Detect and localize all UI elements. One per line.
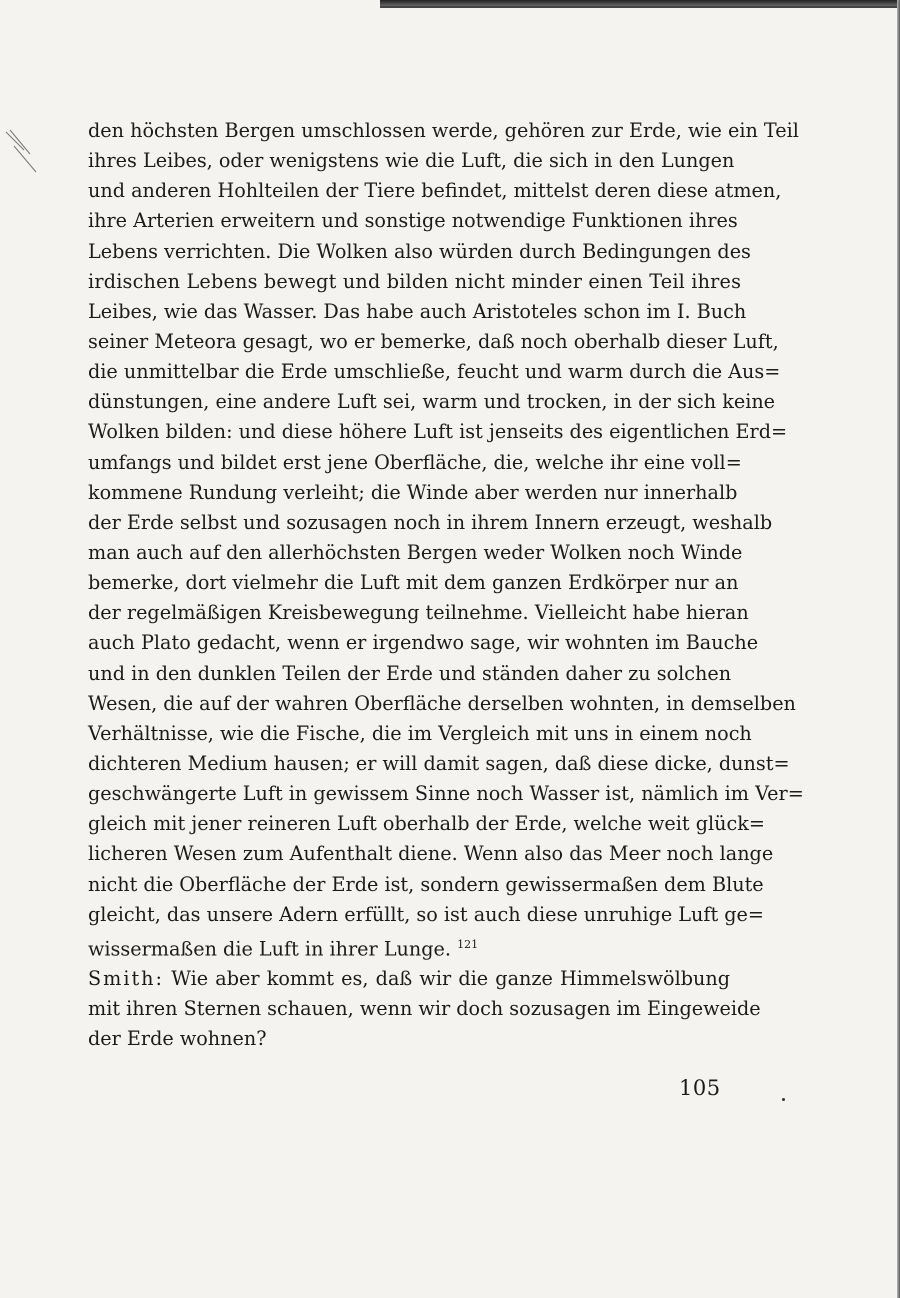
text-line: Wesen, die auf der wahren Oberfläche derselben wohnten, in demselben [88, 691, 796, 715]
text-line: der Erde wohnen? [88, 1027, 267, 1051]
margin-scratch-mark [4, 128, 38, 174]
page-number: 105 [679, 1076, 721, 1100]
text-line: geschwängerte Luft in gewissem Sinne noch Wasser ist, nämlich im Ver= [88, 782, 804, 806]
text-line: und anderen Hohlteilen der Tiere befindet, mittelst deren diese atmen, [88, 179, 782, 203]
text-line: man auch auf den allerhöchsten Bergen weder Wolken noch Winde [88, 540, 743, 564]
text-line: umfangs und bildet erst jene Oberfläche, die, welche ihr eine voll= [88, 450, 742, 474]
text-line: und in den dunklen Teilen der Erde und ständen daher zu solchen [88, 661, 732, 685]
text-line: licheren Wesen zum Aufenthalt diene. Wenn also das Meer noch lange [88, 842, 774, 866]
text-line: gleicht, das unsere Adern erfüllt, so ist auch diese unruhige Luft ge= [88, 902, 764, 926]
text-line: ihres Leibes, oder wenigstens wie die Luft, die sich in den Lungen [88, 149, 735, 173]
dialogue-line: Smith: Wie aber kommt es, daß wir die ganze Himmelswölbung [88, 966, 731, 990]
text-line: den höchsten Bergen umschlossen werde, gehören zur Erde, wie ein Teil [88, 119, 799, 142]
text-line: bemerke, dort vielmehr die Luft mit dem ganzen Erdkörper nur an [88, 571, 739, 595]
text-line: auch Plato gedacht, wenn er irgendwo sage, wir wohnten im Bauche [88, 631, 759, 655]
text-line: Lebens verrichten. Die Wolken also würden durch Bedingungen des [88, 239, 751, 263]
text-line: dichteren Medium hausen; er will damit sagen, daß diese dicke, dunst= [88, 751, 790, 775]
text-line: seiner Meteora gesagt, wo er bemerke, daß noch oberhalb dieser Luft, [88, 329, 779, 353]
text-line: der regelmäßigen Kreisbewegung teilnehme. Vielleicht habe hieran [88, 601, 749, 625]
footnote-reference: 121 [457, 937, 479, 951]
text-line: kommene Rundung verleiht; die Winde aber werden nur innerhalb [88, 480, 738, 504]
text-line: ihre Arterien erweitern und sonstige notwendige Funktionen ihres [88, 209, 738, 233]
text-line: dünstungen, eine andere Luft sei, warm und trocken, in der sich keine [88, 390, 776, 414]
text-line: irdischen Lebens bewegt und bilden nicht minder einen Teil ihres [88, 269, 742, 293]
scan-top-edge [380, 0, 900, 8]
text-line: Verhältnisse, wie die Fische, die im Vergleich mit uns in einem noch [88, 721, 752, 745]
text-line: gleich mit jener reineren Luft oberhalb der Erde, welche weit glück= [88, 812, 765, 836]
ink-speck [782, 1098, 785, 1101]
text-line: nicht die Oberfläche der Erde ist, sondern gewissermaßen dem Blute [88, 872, 764, 896]
text-line: Wolken bilden: und diese höhere Luft ist jenseits des eigentlichen Erd= [88, 420, 788, 444]
text-line: die unmittelbar die Erde umschließe, feucht und warm durch die Aus= [88, 360, 781, 384]
text-line: wissermaßen die Luft in ihrer Lunge. $^{121}$ [88, 937, 479, 961]
text-line: Leibes, wie das Wasser. Das habe auch Aristoteles schon im I. Buch [88, 299, 747, 323]
text-line: der Erde selbst und sozusagen noch in ihrem Innern erzeugt, weshalb [88, 510, 773, 534]
text-line: mit ihren Sternen schauen, wenn wir doch sozusagen im Eingeweide [88, 997, 761, 1021]
speaker-name: Smith: [88, 966, 165, 990]
page-body [88, 116, 804, 1054]
